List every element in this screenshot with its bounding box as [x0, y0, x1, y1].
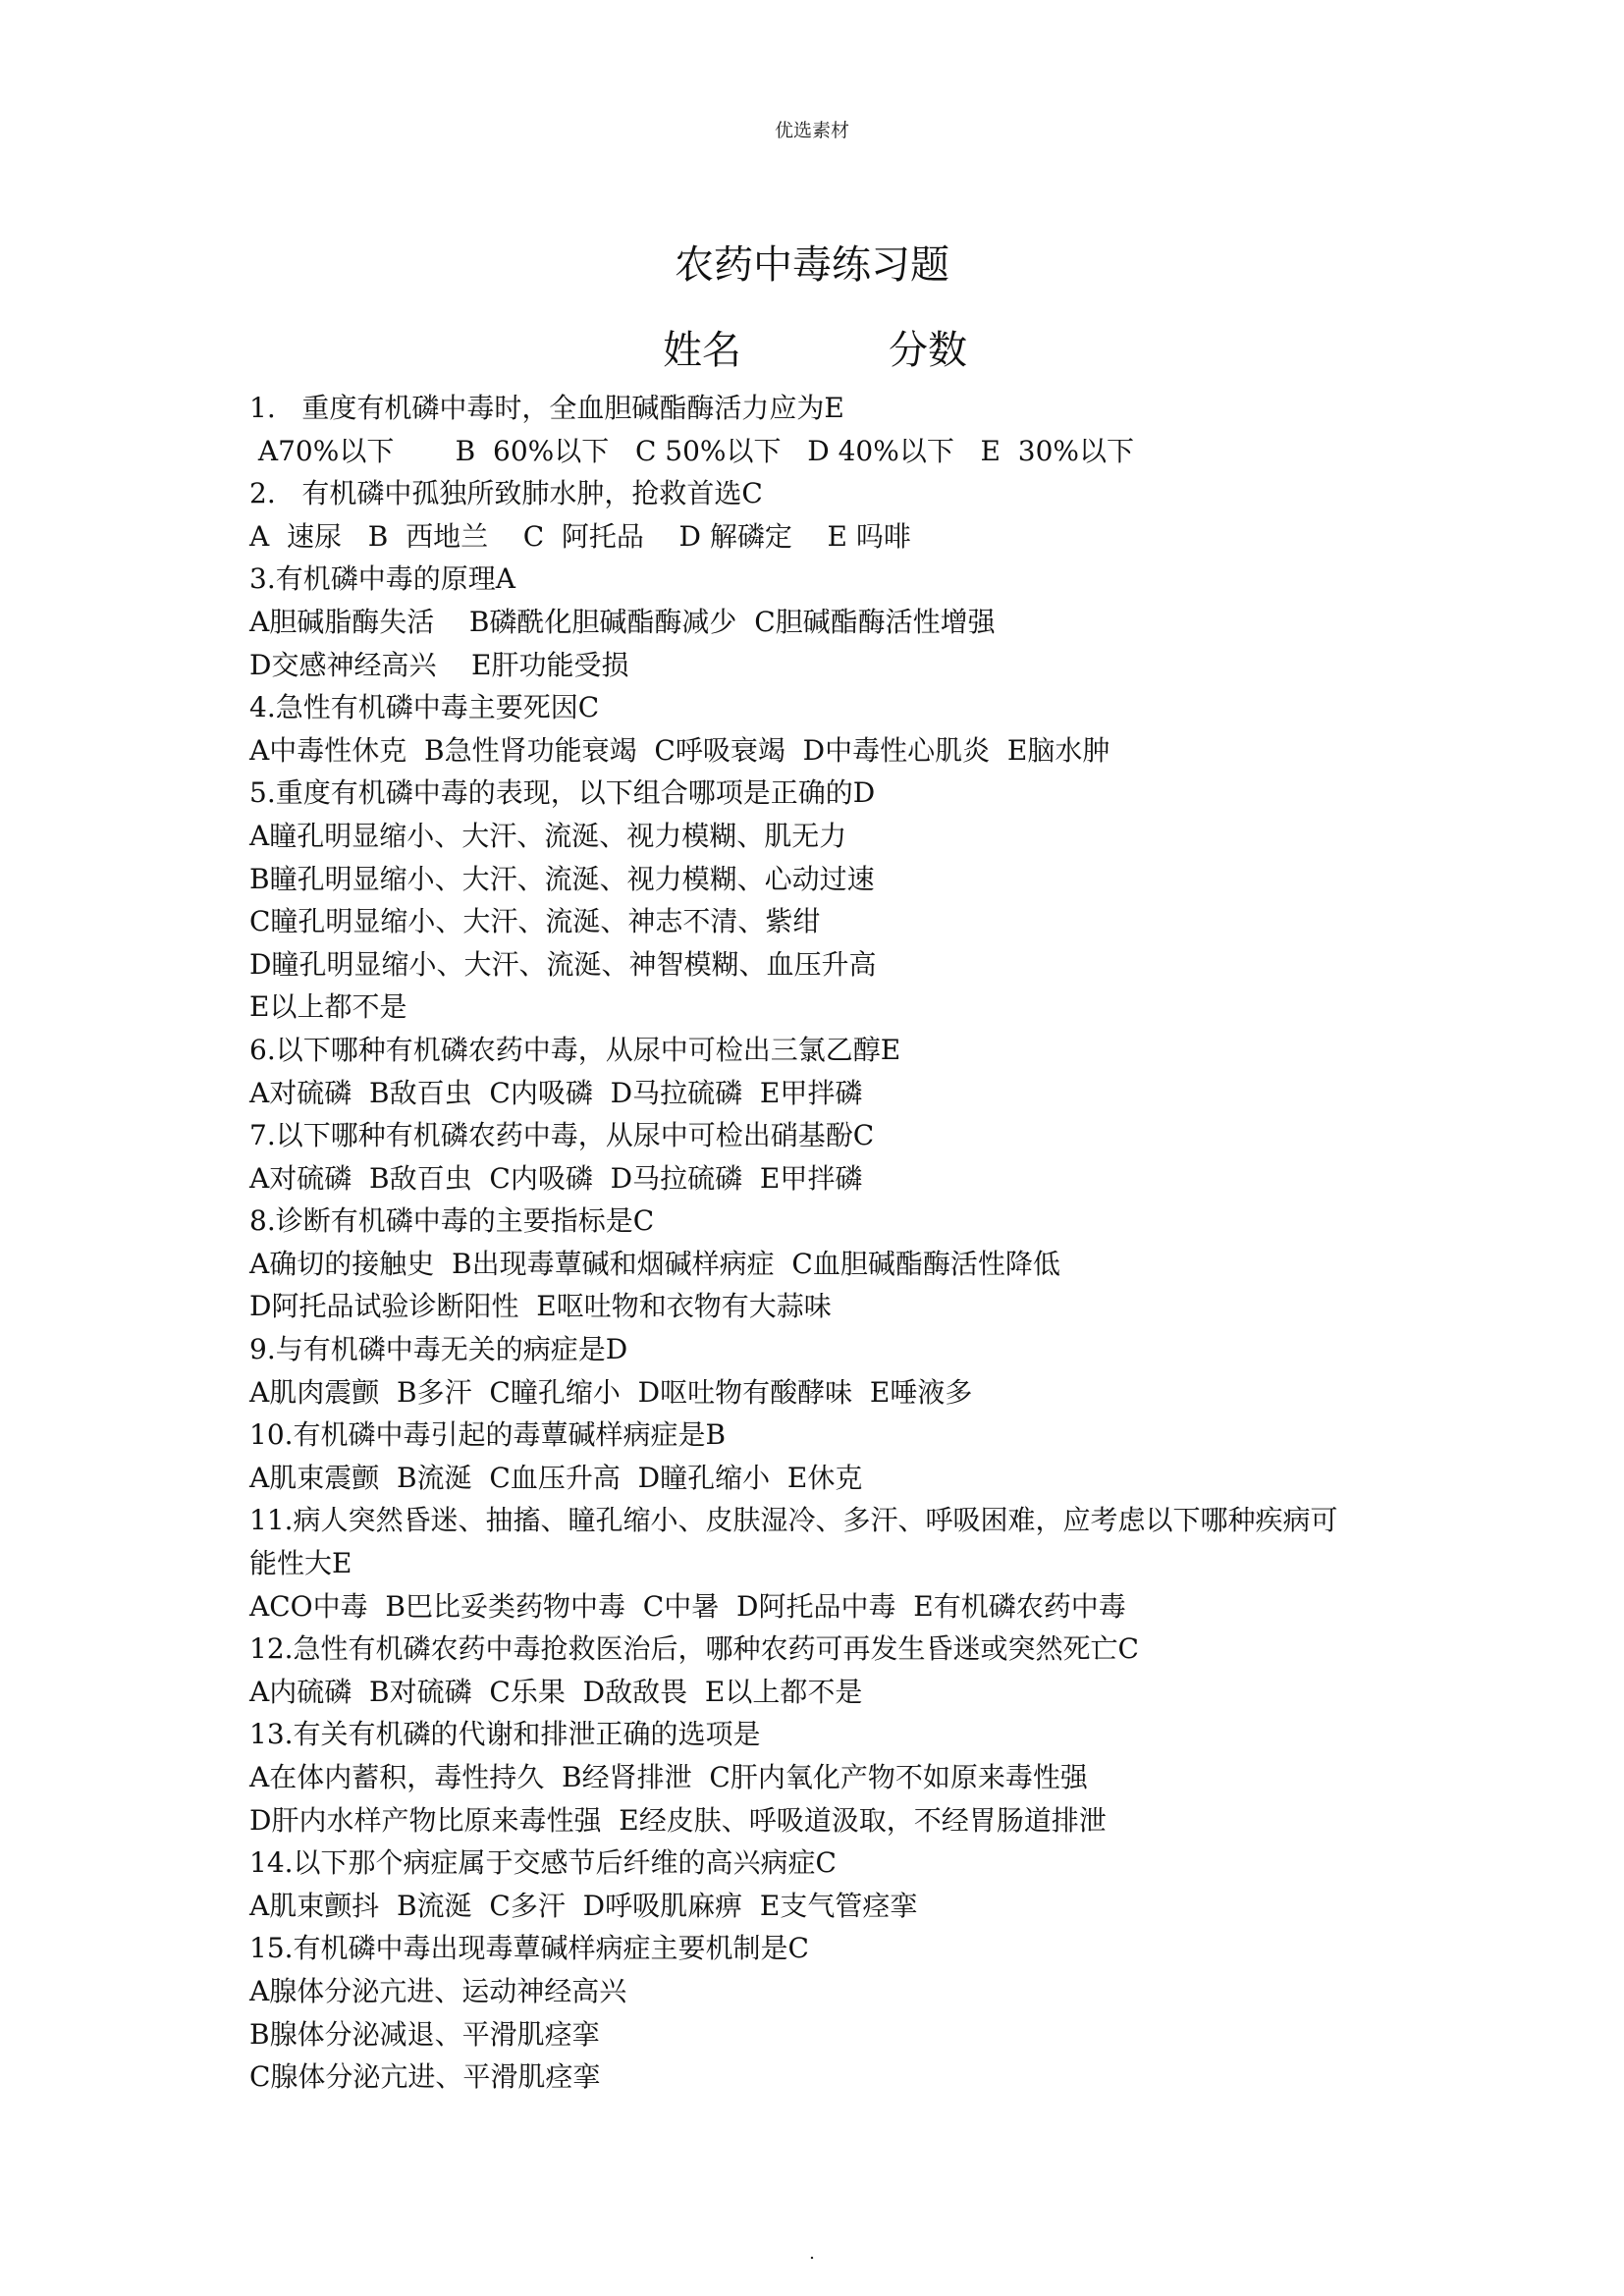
text-line: 11.病人突然昏迷、抽搐、瞳孔缩小、皮肤湿冷、多汗、呼吸困难，应考虑以下哪种疾病可: [249, 1504, 1338, 1537]
name-score-row: [663, 319, 967, 375]
text-line: 4.急性有机磷中毒主要死因C: [249, 691, 600, 724]
text-line: 1. 重度有机磷中毒时，全血胆碱酯酶活力应为E: [249, 392, 844, 424]
page-header: 优选素材: [774, 120, 849, 141]
text-line: A瞳孔明显缩小、大汗、流涎、视力模糊、肌无力: [249, 819, 847, 852]
text-line: C腺体分泌亢进、平滑肌痉挛: [249, 2060, 601, 2094]
score-label: 分数: [889, 328, 967, 373]
text-line: A肌肉震颤 B多汗 C瞳孔缩小 D呕吐物有酸酵味 E唾液多: [249, 1375, 973, 1409]
text-line: A腺体分泌亢进、运动神经高兴: [249, 1974, 627, 2007]
text-line: A内硫磷 B对硫磷 C乐果 D敌敌畏 E以上都不是: [249, 1675, 863, 1708]
text-line: 9.与有机磷中毒无关的病症是D: [249, 1333, 628, 1366]
text-line: 15.有机磷中毒出现毒蕈碱样病症主要机制是C: [249, 1932, 809, 1965]
text-line: A对硫磷 B敌百虫 C内吸磷 D马拉硫磷 E甲拌磷: [249, 1076, 863, 1109]
text-line: A肌束颤抖 B流涎 C多汗 D呼吸肌麻痹 E支气管痉挛: [249, 1889, 918, 1922]
text-line: 7.以下哪种有机磷农药中毒，从尿中可检出硝基酚C: [249, 1119, 875, 1152]
text-line: C瞳孔明显缩小、大汗、流涎、神志不清、紫绀: [249, 905, 821, 938]
text-line: A70%以下 B 60%以下 C 50%以下 D 40%以下 E 30%以下: [249, 434, 1134, 467]
text-line: 6.以下哪种有机磷农药中毒，从尿中可检出三氯乙醇E: [249, 1033, 901, 1066]
text-line: 10.有机磷中毒引起的毒蕈碱样病症是B: [249, 1418, 727, 1452]
text-line: B瞳孔明显缩小、大汗、流涎、视力模糊、心动过速: [249, 862, 875, 895]
name-label: 姓名: [663, 328, 741, 373]
text-line: D阿托品试验诊断阳性 E呕吐物和衣物有大蒜味: [249, 1290, 832, 1323]
text-line: A胆碱脂酶失活 B磷酰化胆碱酯酶减少 C胆碱酯酶活性增强: [249, 605, 996, 638]
text-line: 12.急性有机磷农药中毒抢救医治后，哪种农药可再发生昏迷或突然死亡C: [249, 1632, 1139, 1666]
text-line: D交感神经高兴 E肝功能受损: [249, 648, 629, 681]
text-line: A对硫磷 B敌百虫 C内吸磷 D马拉硫磷 E甲拌磷: [249, 1161, 863, 1195]
text-line: 14.以下那个病症属于交感节后纤维的高兴病症C: [249, 1846, 837, 1880]
question-list: [249, 387, 1428, 2099]
text-line: D瞳孔明显缩小、大汗、流涎、神智模糊、血压升高: [249, 947, 877, 981]
text-line: 8.诊断有机磷中毒的主要指标是C: [249, 1204, 655, 1238]
page-footer: .: [809, 2243, 815, 2264]
text-line: A确切的接触史 B出现毒蕈碱和烟碱样病症 C血胆碱酯酶活性降低: [249, 1247, 1060, 1280]
text-line: ACO中毒 B巴比妥类药物中毒 C中暑 D阿托品中毒 E有机磷农药中毒: [249, 1589, 1126, 1623]
page-title: 农药中毒练习题: [675, 242, 949, 288]
text-line: 3.有机磷中毒的原理A: [249, 562, 515, 596]
text-line: E以上都不是: [249, 990, 407, 1024]
text-line: A肌束震颤 B流涎 C血压升高 D瞳孔缩小 E休克: [249, 1461, 863, 1494]
text-line: 2. 有机磷中孤独所致肺水肿，抢救首选C: [249, 477, 763, 510]
text-line: A在体内蓄积，毒性持久 B经肾排泄 C肝内氧化产物不如原来毒性强: [249, 1761, 1088, 1793]
text-line: A中毒性休克 B急性肾功能衰竭 C呼吸衰竭 D中毒性心肌炎 E脑水肿: [249, 733, 1110, 767]
text-line: 能性大E: [249, 1547, 352, 1580]
text-line: A 速尿 B 西地兰 C 阿托品 D 解磷定 E 吗啡: [249, 519, 911, 553]
text-line: 13.有关有机磷的代谢和排泄正确的选项是: [249, 1718, 761, 1751]
text-line: D肝内水样产物比原来毒性强 E经皮肤、呼吸道汲取，不经胃肠道排泄: [249, 1803, 1107, 1837]
text-line: B腺体分泌减退、平滑肌痉挛: [249, 2017, 600, 2051]
text-line: 5.重度有机磷中毒的表现，以下组合哪项是正确的D: [249, 776, 876, 810]
